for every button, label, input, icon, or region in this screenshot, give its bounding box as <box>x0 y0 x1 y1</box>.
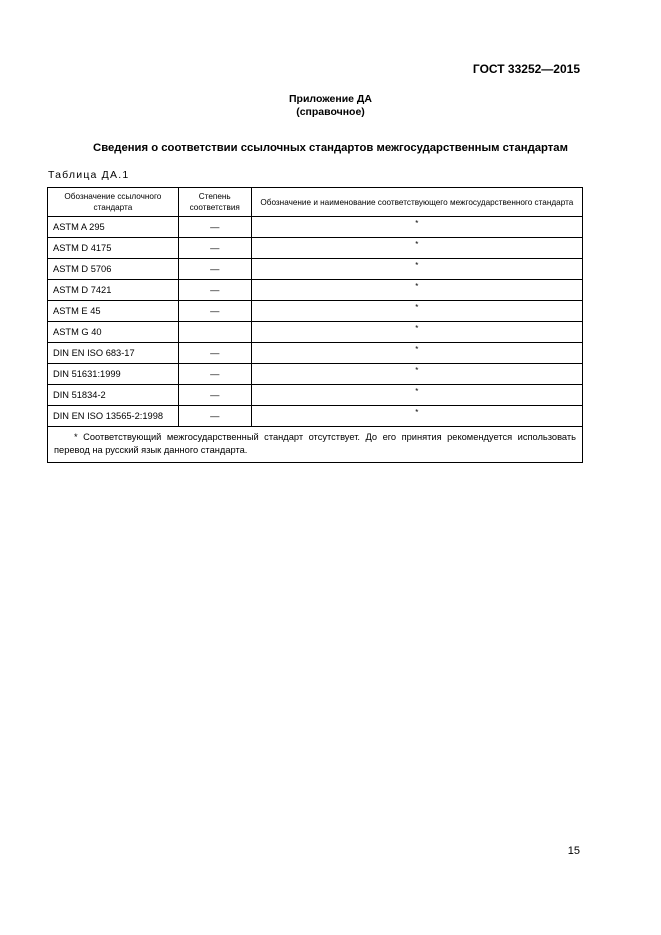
row-name: * <box>251 406 582 427</box>
header-code: Обозначение ссылочного стандарта <box>48 188 179 217</box>
table-header-row <box>48 188 583 217</box>
row-degree: — <box>178 280 251 301</box>
row-code: ASTM D 4175 <box>48 238 179 259</box>
row-name: * <box>251 301 582 322</box>
appendix-heading <box>0 93 661 119</box>
table-row <box>48 322 583 343</box>
row-code: ASTM D 5706 <box>48 259 179 280</box>
standards-table <box>47 187 583 463</box>
table-footnote: * Соответствующий межгосударственный стандарт отсутствует. До его принятия рекомендуется использовать перевод на русский язык данного стандарта. <box>48 427 583 463</box>
table-caption: Таблица ДА.1 <box>48 169 130 181</box>
row-code: DIN 51631:1999 <box>48 364 179 385</box>
row-degree: — <box>178 259 251 280</box>
row-name: * <box>251 217 582 238</box>
row-name: * <box>251 385 582 406</box>
table-row <box>48 385 583 406</box>
header-name: Обозначение и наименование соответствующего межгосударственного стандарта <box>251 188 582 217</box>
row-name: * <box>251 259 582 280</box>
table-row <box>48 259 583 280</box>
section-title: Сведения о соответствии ссылочных стандартов межгосударственным стандартам <box>93 142 568 154</box>
row-name: * <box>251 343 582 364</box>
table-row <box>48 217 583 238</box>
row-degree: — <box>178 343 251 364</box>
row-degree: — <box>178 364 251 385</box>
row-degree: — <box>178 385 251 406</box>
row-code: DIN 51834-2 <box>48 385 179 406</box>
row-degree: — <box>178 238 251 259</box>
header-degree: Степень соответствия <box>178 188 251 217</box>
table-row <box>48 406 583 427</box>
row-degree <box>178 322 251 343</box>
page-number: 15 <box>567 845 580 857</box>
document-code: ГОСТ 33252—2015 <box>472 62 580 76</box>
table-row <box>48 364 583 385</box>
table-row <box>48 280 583 301</box>
row-code: DIN EN ISO 13565-2:1998 <box>48 406 179 427</box>
table-row <box>48 301 583 322</box>
row-code: DIN EN ISO 683-17 <box>48 343 179 364</box>
table-row <box>48 343 583 364</box>
appendix-subtitle: (справочное) <box>296 106 365 118</box>
row-name: * <box>251 364 582 385</box>
row-name: * <box>251 322 582 343</box>
row-name: * <box>251 238 582 259</box>
row-degree: — <box>178 406 251 427</box>
row-degree: — <box>178 301 251 322</box>
table-row <box>48 238 583 259</box>
row-code: ASTM G 40 <box>48 322 179 343</box>
row-code: ASTM E 45 <box>48 301 179 322</box>
row-code: ASTM D 7421 <box>48 280 179 301</box>
row-code: ASTM A 295 <box>48 217 179 238</box>
appendix-title: Приложение ДА <box>289 93 372 105</box>
row-name: * <box>251 280 582 301</box>
row-degree: — <box>178 217 251 238</box>
table-footnote-row <box>48 427 583 463</box>
